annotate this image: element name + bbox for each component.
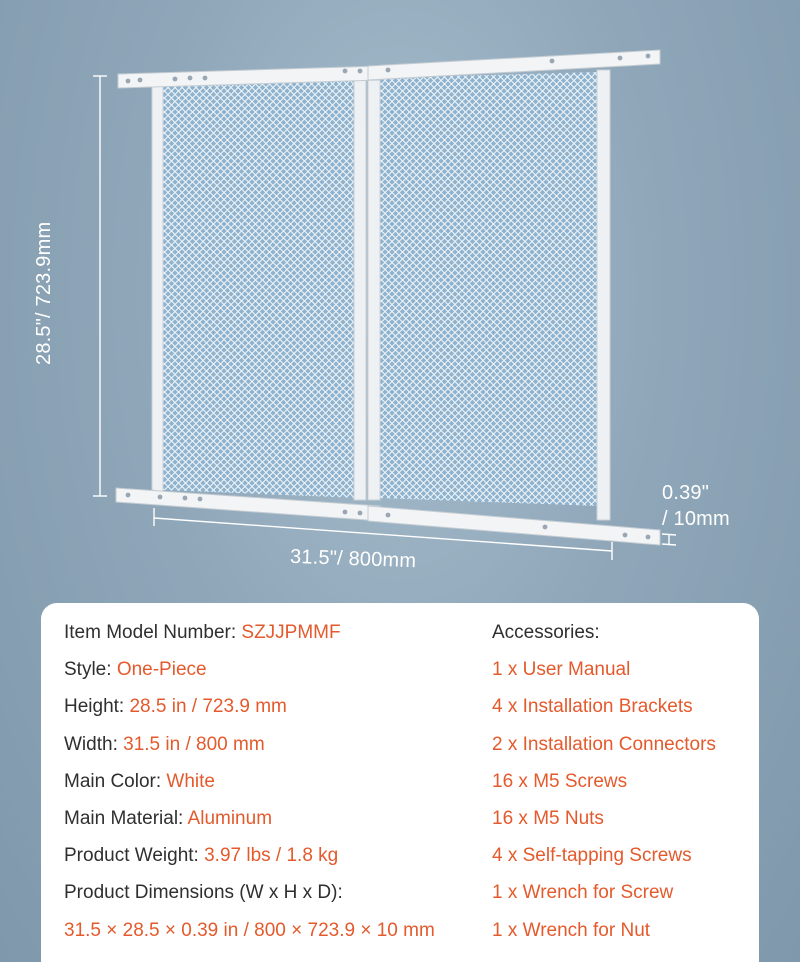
spec-row-color: Main Color: White — [64, 770, 215, 792]
spec-list — [64, 620, 435, 955]
mesh-panels — [162, 72, 600, 506]
spec-row-weight: Product Weight: 3.97 lbs / 1.8 kg — [64, 845, 339, 867]
spec-row-width: Width: 31.5 in / 800 mm — [64, 733, 265, 755]
accessory-item: 1 x User Manual — [492, 659, 631, 681]
height-dimension-label: 28.5"/ 723.9mm — [33, 221, 55, 365]
accessory-item: 4 x Self-tapping Screws — [492, 845, 692, 867]
spec-row-material: Main Material: Aluminum — [64, 807, 273, 829]
accessory-item: 1 x Wrench for Screw — [492, 882, 674, 904]
accessory-item: 1 x Wrench for Nut — [492, 919, 651, 941]
spec-row-dimensions: Product Dimensions (W x H x D): — [64, 882, 343, 904]
accessories-title: Accessories: — [492, 622, 600, 643]
accessories-list — [492, 620, 716, 955]
depth-label-line1: 0.39" — [662, 482, 710, 504]
depth-dimension-label — [662, 480, 730, 532]
depth-label-line2: / 10mm — [662, 508, 730, 530]
spec-row-style: Style: One-Piece — [64, 659, 207, 681]
spec-dimensions-value: 31.5 × 28.5 × 0.39 in / 800 × 723.9 × 10 mm — [64, 919, 435, 941]
accessory-item: 16 x M5 Screws — [492, 770, 628, 792]
spec-row-model: Item Model Number: SZJJPMMF — [64, 622, 341, 643]
width-dimension-label: 31.5"/ 800mm — [289, 545, 417, 573]
accessory-item: 4 x Installation Brackets — [492, 696, 693, 718]
spec-card — [41, 603, 759, 962]
accessory-item: 2 x Installation Connectors — [492, 733, 716, 755]
spec-row-height: Height: 28.5 in / 723.9 mm — [64, 696, 287, 718]
accessory-item: 16 x M5 Nuts — [492, 807, 604, 829]
